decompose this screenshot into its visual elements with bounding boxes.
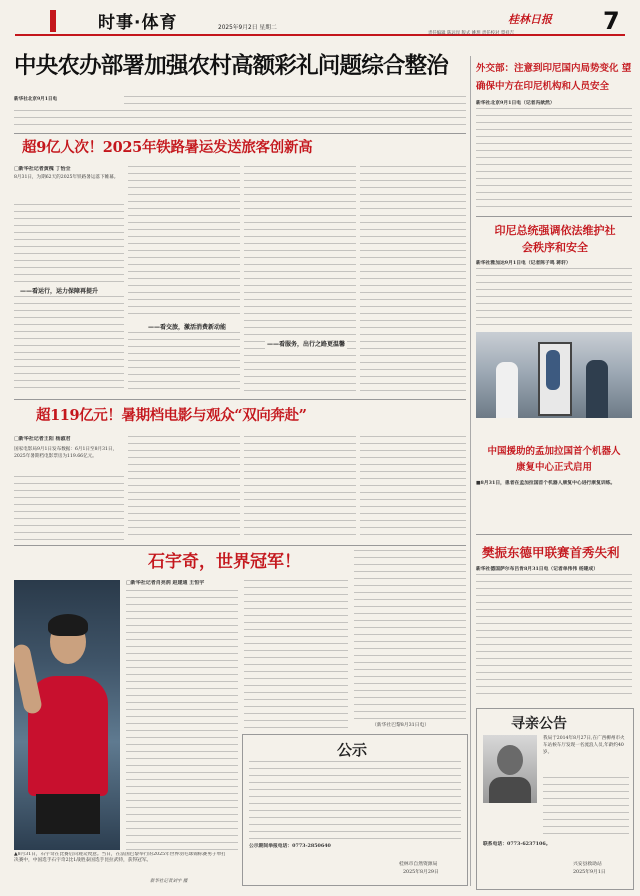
masthead	[0, 0, 640, 42]
right-story4-headline: 樊振东德甲联赛首秀失利	[482, 545, 620, 560]
lost-notice-text: 我局于2014年8月27日,在广西柳州市火车站候车厅发现一名流浪人员,年龄约40岁。	[543, 736, 625, 756]
boxoffice-headline: 超119亿元！暑期档电影与观众“双向奔赴”	[36, 407, 307, 424]
shiyuqi-photo	[14, 580, 120, 850]
shiyuqi-caption: ▲8月31日，石宇奇在比赛后向观众致意。当日，在法国巴黎举行的2025年世界羽毛球锦标赛男子单打决赛中，中国选手石宇奇2比1战胜泰国选手昆拉武特，获得冠军。	[14, 852, 226, 864]
shiyuqi-col1	[126, 590, 238, 850]
section-title: 时事·体育	[98, 13, 178, 33]
shiyuqi-col3	[354, 550, 466, 720]
lost-person-photo	[483, 735, 537, 803]
divider2	[14, 399, 466, 400]
lost-person-body	[489, 777, 531, 803]
shiyuqi-byline: □新华社记者肖亮润 赵建通 王恒宇	[126, 580, 205, 586]
divider3	[14, 545, 466, 546]
railway-byline: □新华社记者黄槐 丁怡全	[14, 166, 71, 172]
staff-left	[496, 362, 518, 418]
railway-sub1: ——看运行，运力保障再提升	[20, 288, 99, 295]
boxoffice-col4	[360, 436, 466, 540]
railway-col3	[244, 166, 356, 392]
right-story1-body	[476, 108, 632, 212]
paper-logo: 桂林日报	[508, 13, 552, 26]
lost-notice-sign2: 2025年9月1日	[573, 870, 606, 875]
right-story3-lead: ■8月31日，患者在孟加拉国首个机器人康复中心进行康复训练。	[476, 480, 616, 486]
lost-notice-body	[543, 777, 629, 837]
notice-body	[249, 761, 461, 841]
railway-lead: 8月31日，为期62天的2025年铁路暑运落下帷幕。	[14, 175, 119, 180]
right-story1-headline: 外交部：注意到印尼国内局势变化 望确保中方在印尼机构和人员安全	[476, 63, 632, 92]
railway-col1b	[14, 296, 124, 392]
patient	[546, 350, 560, 390]
notice-phone: 公示期间举报电话：0773-2850640	[249, 843, 331, 849]
boxoffice-col2	[128, 436, 240, 540]
right-divider1	[476, 216, 632, 217]
lost-person-head	[497, 745, 523, 775]
notice-sign2: 2025年8月29日	[403, 870, 439, 875]
player-shirt	[28, 676, 108, 796]
player-hair	[48, 614, 88, 636]
notice-title: 公示	[337, 741, 368, 759]
right-story2-dateline: 新华社雅加达9月1日电（记者陈子鸣 蒋轩）	[476, 260, 571, 266]
railway-col2b	[128, 332, 240, 392]
main-story-lead: 新华社北京9月1日电	[14, 96, 124, 106]
railway-sub2: ——看交旅，激活消费新动能	[148, 324, 227, 331]
lost-notice-sign1: 兴安县救助站	[573, 862, 602, 867]
lost-notice-box	[476, 708, 634, 890]
shiyuqi-dateline: （新华社巴黎8月31日电）	[372, 722, 466, 729]
lost-notice-title: 寻亲公告	[511, 716, 567, 732]
boxoffice-col1	[14, 476, 124, 540]
notice-box	[242, 734, 468, 886]
player-shorts	[36, 794, 100, 834]
col-divider	[470, 56, 471, 886]
editor-credit: 责任编辑 陈远岸 版式 姚玥 责任校对 覃祥吉	[428, 31, 515, 36]
railway-col4	[360, 166, 466, 392]
right-story2-headline: 印尼总统强调依法维护社会秩序和安全	[494, 224, 616, 254]
railway-sub3: ——看服务，出行之路更温馨	[265, 338, 347, 349]
staff-right	[586, 360, 608, 418]
boxoffice-byline: □新华社记者王阳 杨淑君	[14, 436, 71, 442]
right-story2-body	[476, 268, 632, 328]
right-divider2	[476, 534, 632, 535]
boxoffice-lead: 国家电影局9月1日发布数据：6月1日至8月31日，2025年暑期档电影票房为119.66亿元。	[14, 447, 118, 460]
shiyuqi-photo-credit: 新华社记者刘宇 摄	[150, 879, 188, 884]
robot-rehab-photo	[476, 332, 632, 418]
right-story3-headline: 中国援助的孟加拉国首个机器人康复中心正式启用	[487, 446, 621, 473]
player-arm	[14, 643, 43, 715]
right-story4-body	[476, 574, 632, 700]
railway-col1	[14, 204, 124, 284]
divider	[14, 133, 466, 134]
page-number: 7	[603, 7, 620, 35]
issue-date: 2025年9月2日 星期二	[218, 25, 277, 31]
main-headline: 中央农办部署加强农村高额彩礼问题综合整治	[14, 53, 449, 79]
shiyuqi-headline: 石宇奇，世界冠军！	[148, 552, 301, 572]
notice-sign1: 桂林市自然资源局	[399, 862, 438, 867]
right-story1-dateline: 新华社北京9月1日电（记者冯歆然）	[476, 100, 555, 106]
section-logo	[50, 10, 56, 32]
railway-headline: 超9亿人次！2025年铁路暑运发送旅客创新高	[22, 139, 313, 156]
railway-col2	[128, 166, 240, 318]
right-story4-dateline: 新华社德国萨尔布吕肯8月31日电（记者单伟伟 杨建成）	[476, 566, 599, 572]
boxoffice-col3	[244, 436, 356, 540]
lost-notice-phone: 联系电话：0773-6237106。	[483, 841, 551, 847]
